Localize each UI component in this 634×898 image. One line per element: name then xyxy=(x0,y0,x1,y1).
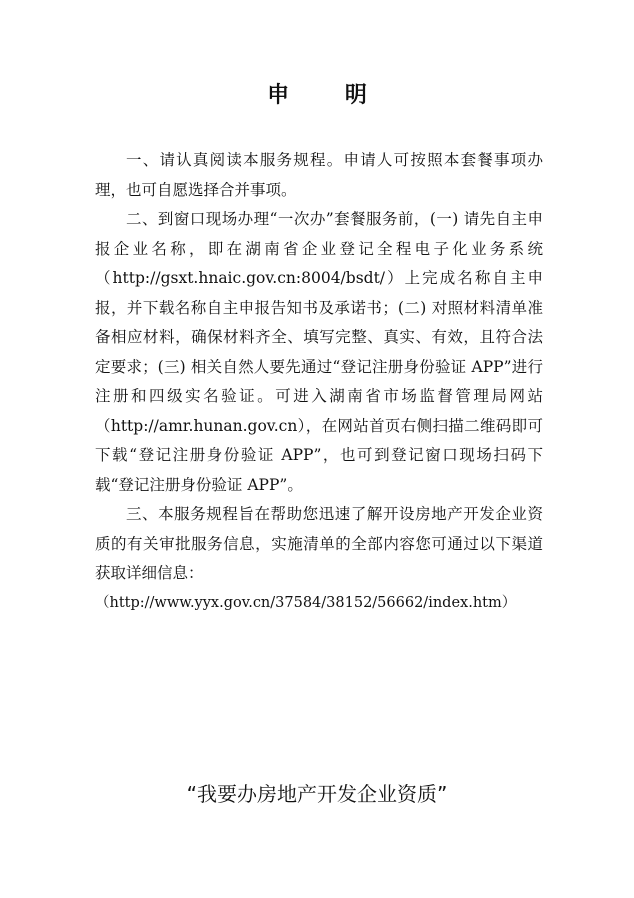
paragraph-1: 一、请认真阅读本服务规程。申请人可按照本套餐事项办理，也可自愿选择合并事项。 xyxy=(95,151,543,199)
paragraph-3: 三、本服务规程旨在帮助您迅速了解开设房地产开发企业资质的有关审批服务信息，实施清单的全部内容您可通过以下渠道获取详细信息： xyxy=(95,505,543,582)
footer-title: “我要办房地产开发企业资质” xyxy=(186,782,448,806)
paragraph-2: 二、到窗口现场办理“一次办”套餐服务前，(一) 请先自主申报企业名称，即在湖南省企业登记全程电子化业务系统（http://gsxt.hnaic.gov.cn:8004/bsdt/）上完成名称自主申报，并下载名称自主申报告知书及承诺书；(二) 对照材料清单准备相应材料，确保材料齐全、填写完整、真实、有效，且符合法定要求；(三) 相关自然人要先通过“登记注册身份验证 APP”进行注册和四级实名验证。可进入湖南省市场监督管理局网站（http://amr.hunan.gov.cn），在网站首页右侧扫描二维码即可下载“登记注册身份验证 APP”，也可到登记窗口现场扫码下载“登记注册身份验证 APP”。 xyxy=(95,210,543,494)
document-body xyxy=(95,146,543,618)
document-title: 申 明 xyxy=(267,83,391,108)
info-link: （http://www.yyx.gov.cn/37584/38152/56662/index.htm） xyxy=(95,594,517,611)
